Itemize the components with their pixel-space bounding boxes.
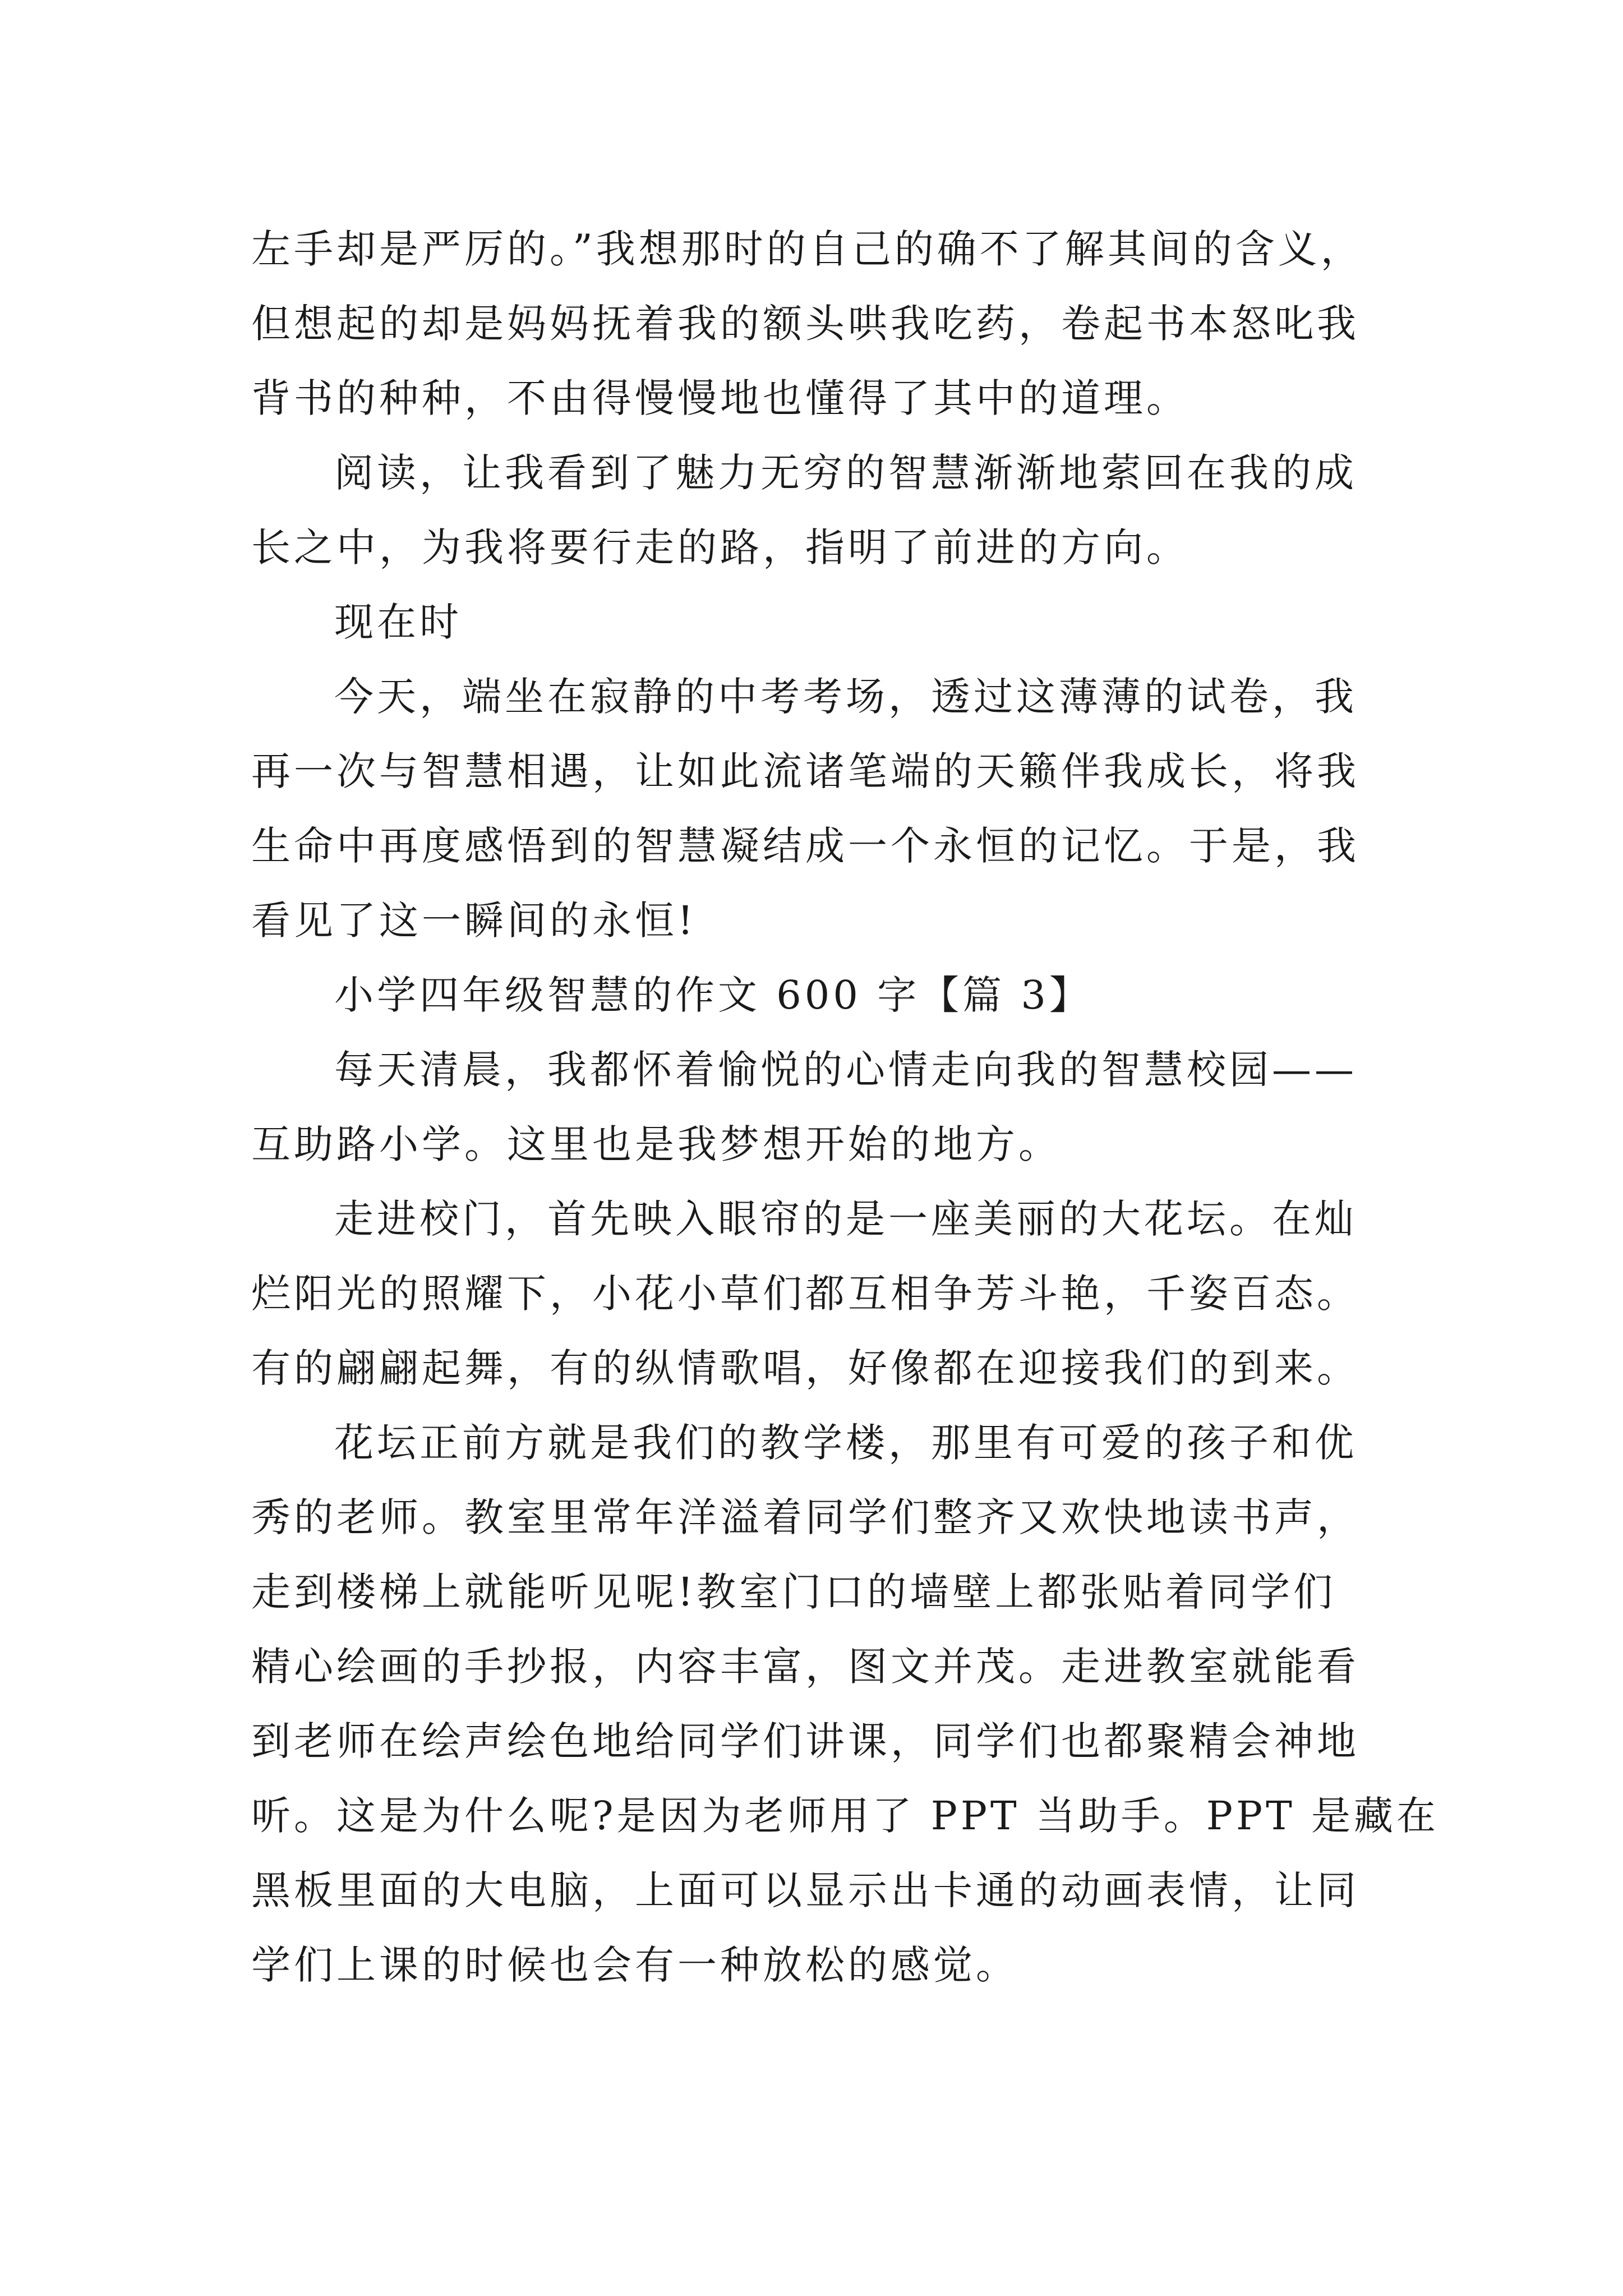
text-line: 每天清晨，我都怀着愉悦的心情走向我的智慧校园—— [334, 1047, 1357, 1093]
text-line: 小学四年级智慧的作文 600 字【篇 3】 [334, 972, 1092, 1018]
text-line: 走到楼梯上就能听见呢!教室门口的墙壁上都张贴着同学们 [251, 1569, 1336, 1615]
text-line: 生命中再度感悟到的智慧凝结成一个永恒的记忆。于是，我 [251, 823, 1359, 869]
text-line: 听。这是为什么呢?是因为老师用了 PPT 当助手。PPT 是藏在 [251, 1793, 1440, 1839]
text-line: 花坛正前方就是我们的教学楼，那里有可爱的孩子和优 [334, 1420, 1357, 1466]
text-line: 走进校门，首先映入眼帘的是一座美丽的大花坛。在灿 [334, 1196, 1357, 1242]
text-line: 黑板里面的大电脑，上面可以显示出卡通的动画表情，让同 [251, 1867, 1359, 1913]
text-line: 阅读，让我看到了魅力无穷的智慧渐渐地萦回在我的成 [334, 450, 1357, 496]
text-line: 有的翩翩起舞，有的纵情歌唱，好像都在迎接我们的到来。 [251, 1345, 1359, 1391]
text-line: 长之中，为我将要行走的路，指明了前进的方向。 [251, 524, 1189, 570]
text-line: 看见了这一瞬间的永恒! [251, 898, 697, 944]
text-line: 烂阳光的照耀下，小花小草们都互相争芳斗艳，千姿百态。 [251, 1271, 1359, 1317]
document-body [251, 212, 1440, 2003]
text-line: 学们上课的时候也会有一种放松的感觉。 [251, 1942, 1018, 1988]
text-line: 背书的种种，不由得慢慢地也懂得了其中的道理。 [251, 375, 1189, 421]
text-line: 精心绘画的手抄报，内容丰富，图文并茂。走进教室就能看 [251, 1644, 1359, 1690]
text-line: 互助路小学。这里也是我梦想开始的地方。 [251, 1121, 1061, 1167]
text-line: 但想起的却是妈妈抚着我的额头哄我吃药，卷起书本怒叱我 [251, 301, 1359, 347]
text-line: 再一次与智慧相遇，让如此流诸笔端的天籁伴我成长，将我 [251, 748, 1359, 794]
text-line: 秀的老师。教室里常年洋溢着同学们整齐又欢快地读书声， [251, 1494, 1359, 1540]
text-line: 左手却是严厉的。”我想那时的自己的确不了解其间的含义， [251, 226, 1363, 272]
text-line: 现在时 [334, 599, 462, 645]
text-line: 到老师在绘声绘色地给同学们讲课，同学们也都聚精会神地 [251, 1718, 1359, 1764]
text-line: 今天，端坐在寂静的中考考场，透过这薄薄的试卷，我 [334, 674, 1357, 720]
